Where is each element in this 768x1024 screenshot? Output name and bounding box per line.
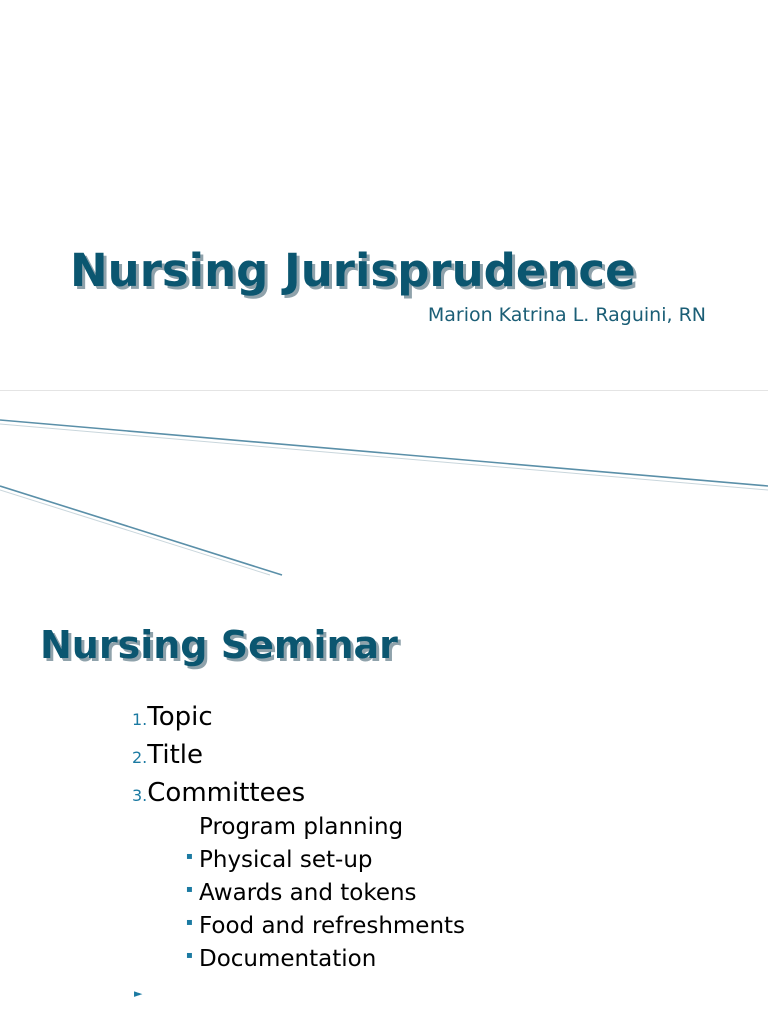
decor-line-short-shadow [0, 490, 270, 575]
sub-list-item [186, 877, 465, 910]
list-item [132, 736, 305, 774]
bullet-icon: ▪ [186, 884, 193, 895]
decorative-lines [0, 391, 768, 591]
arrow-bullet-icon: ► [134, 987, 143, 1000]
sub-list-item [186, 844, 465, 877]
list-number: 1. [132, 710, 148, 729]
bullet-icon: ▪ [186, 851, 193, 862]
list-item-text: Committees [147, 778, 306, 808]
decor-line-long-shadow [0, 424, 768, 490]
slide-title: Nursing Jurisprudence [70, 244, 636, 297]
sub-list-item-text: Food and refreshments [199, 913, 466, 939]
bullet-icon: ▪ [186, 917, 193, 928]
list-item [132, 774, 305, 812]
list-number: 2. [132, 748, 148, 767]
slide-subtitle: Marion Katrina L. Raguini, RN [427, 304, 706, 326]
decor-line-short [0, 486, 282, 575]
sub-list-item [186, 811, 465, 844]
list-item [132, 698, 305, 736]
sub-list-item-text: Documentation [199, 946, 377, 972]
numbered-list [132, 698, 305, 812]
list-item-text: Title [147, 740, 203, 770]
sub-list-item [186, 943, 465, 976]
slide-title: Nursing Seminar [40, 623, 398, 667]
sub-list-item [186, 910, 465, 943]
list-number: 3. [132, 786, 148, 805]
content-slide [0, 391, 768, 1024]
sub-list-item-text: Physical set-up [199, 847, 373, 873]
bullet-icon: ▪ [186, 950, 193, 961]
list-item-text: Topic [147, 702, 213, 732]
sub-list-item-text: Program planning [199, 814, 404, 840]
sub-list [186, 811, 465, 976]
decor-line-long [0, 420, 768, 486]
title-slide [0, 0, 768, 390]
sub-list-item-text: Awards and tokens [199, 880, 417, 906]
